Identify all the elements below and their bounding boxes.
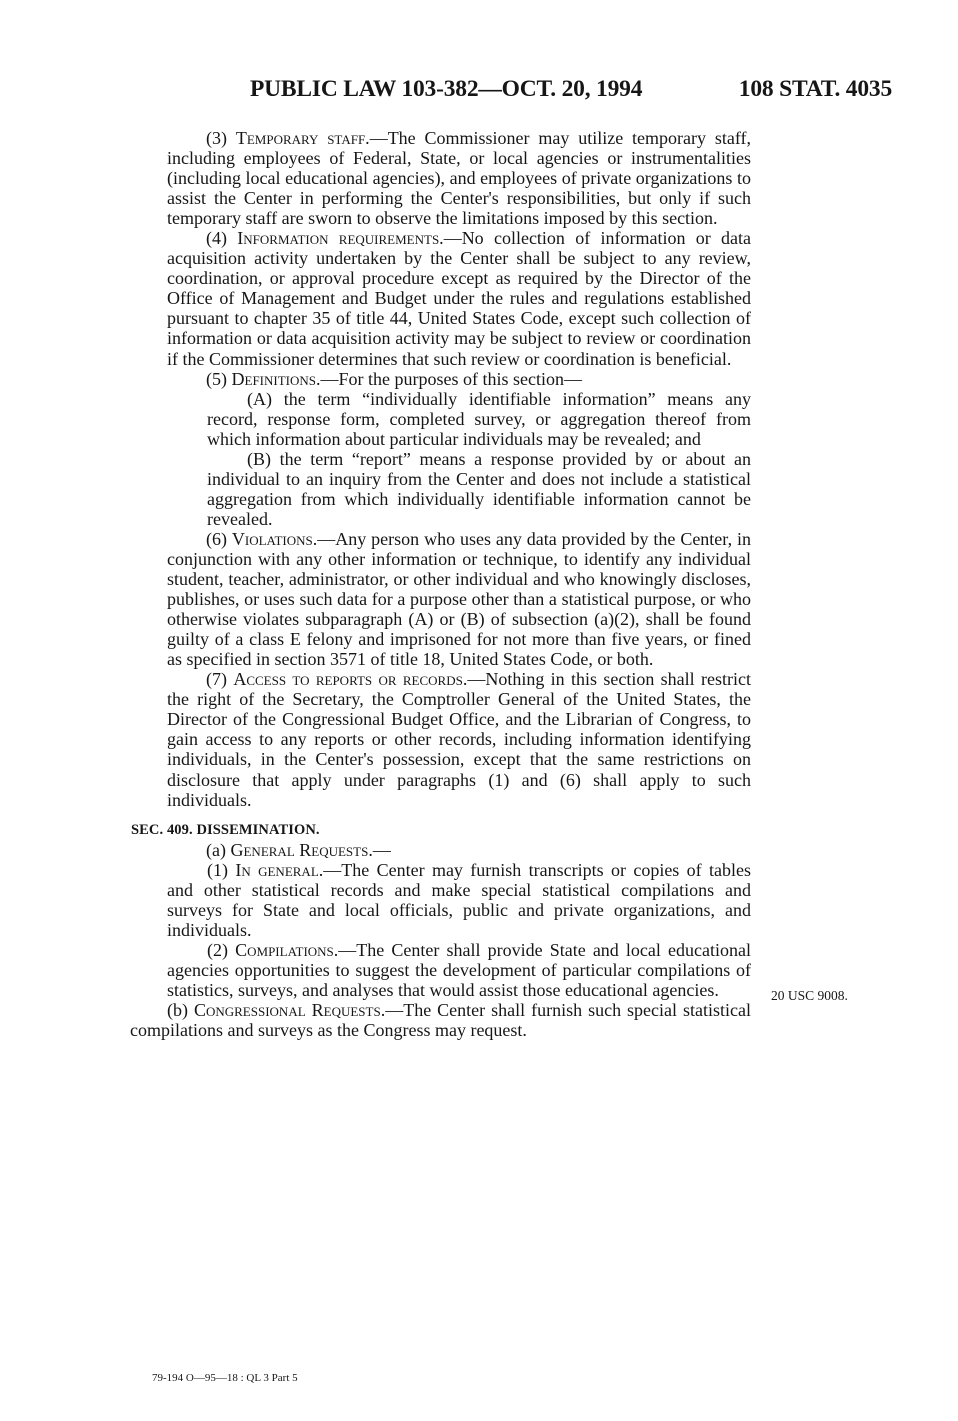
paragraph-heading: In general. — [235, 859, 324, 880]
paragraph-text: —No collection of information or data acquisition activity undertaken by the Center shall be subject to any review, coordination, or approval procedure except as required by the Director of the Office of Management and Budget under the rules and regulations established pursuant to chapter 35 of title 44, United States Code, except such collection of information or data acquisition activity may be subject to review or coordination if the Commissioner determines that such review or coordination is beneficial. — [167, 228, 752, 369]
paragraph-number: (a) — [206, 839, 231, 860]
subparagraph-5a: (A) the term “individually identifiable information” means any record, response form, completed survey, or aggregation thereof from which information about particular individuals may be revealed; and — [207, 388, 751, 449]
paragraph-text: —Any person who uses any data provided by the Center, in conjunction with any other information or technique, to identify any individual student, teacher, administrator, or other individual and who knowingly discloses, publishes, or uses such data for a purpose other than a statistical purpose, or who otherwise violates subparagraph (A) or (B) of subsection (a)(2), shall be found guilty of a class E felony and imprisoned for not more than five years, or fined as specified in section 3571 of title 18, United States Code, or both. — [167, 528, 751, 670]
paragraph-5 — [167, 369, 751, 389]
paragraph-number: (6) — [206, 528, 232, 549]
paragraph-heading: Violations. — [231, 528, 318, 549]
paragraph-heading: Definitions. — [231, 368, 321, 389]
paragraph-heading: Access to reports or records. — [233, 669, 468, 690]
paragraph-number: (5) — [206, 368, 232, 389]
paragraph-heading: Information requirements. — [237, 228, 444, 249]
paragraph-heading: Temporary staff. — [235, 128, 370, 148]
paragraph-a1 — [167, 860, 751, 940]
paragraph-6 — [167, 529, 751, 669]
paragraph-text: —The Center may furnish transcripts or copies of tables and other statistical records and make special statistical compilations and surveys for State and local officials, public and private organizations, and individuals. — [167, 859, 752, 940]
paragraph-number: (2) — [207, 939, 236, 960]
subparagraph-5b: (B) the term “report” means a response provided by or about an individual to an inquiry from the Center and does not include a statistical aggregation from which individually identifiable information cannot be revealed. — [207, 448, 751, 529]
paragraph-number: (b) — [167, 1000, 194, 1021]
paragraph-heading: General Requests. — [230, 839, 373, 860]
paragraph-text: —The Center shall furnish such special statistical compilations and surveys as the Congress may request. — [130, 1000, 751, 1041]
statute-citation: 108 STAT. 4035 — [738, 76, 892, 102]
print-footer: 79-194 O—95—18 : QL 3 Part 5 — [152, 1372, 298, 1384]
law-title: PUBLIC LAW 103-382—OCT. 20, 1994 — [250, 76, 643, 102]
paragraph-number: (7) — [206, 669, 234, 690]
paragraph-7 — [167, 669, 751, 809]
paragraph-3 — [167, 128, 751, 228]
paragraph-text: —The Commissioner may utilize temporary staff, including employees of Federal, State, or local agencies or instrumentalities (including local educational agencies), and employees of private organizations to assist the Center in performing the Center's responsibilities, but only if such temporary staff are sworn to observe the limitations imposed by this section. — [167, 128, 751, 229]
paragraph-number: (3) — [206, 128, 236, 148]
paragraph-a2 — [167, 940, 751, 1000]
paragraph-number: (4) — [206, 228, 238, 249]
paragraph-4 — [167, 228, 751, 368]
paragraph-text: —Nothing in this section shall restrict the right of the Secretary, the Comptroller General of the United States, the Director of the Congressional Budget Office, and the Librarian of Congress, to gain access to any reports or other records, including information identifying individuals, in the Center's possession, except that the same restrictions on disclosure that apply under paragraphs (1) and (6) shall apply to such individuals. — [167, 669, 751, 810]
paragraph-heading: Compilations. — [235, 939, 339, 960]
subsection-a — [167, 840, 751, 860]
paragraph-heading: Congressional Requests. — [193, 1000, 386, 1021]
body-text — [130, 128, 752, 1041]
section-heading: SEC. 409. DISSEMINATION. — [131, 821, 320, 838]
usc-margin-note: 20 USC 9008. — [771, 988, 848, 1003]
paragraph-text: —The Center shall provide State and local educational agencies opportunities to suggest the development of particular compilations of statistics, surveys, and analyses that would assist those educational agencies. — [167, 939, 751, 1000]
paragraph-number: (1) — [207, 859, 236, 880]
subsection-b — [130, 1000, 751, 1040]
paragraph-text: —For the purposes of this section— — [320, 368, 582, 389]
paragraph-text: — — [372, 839, 391, 860]
